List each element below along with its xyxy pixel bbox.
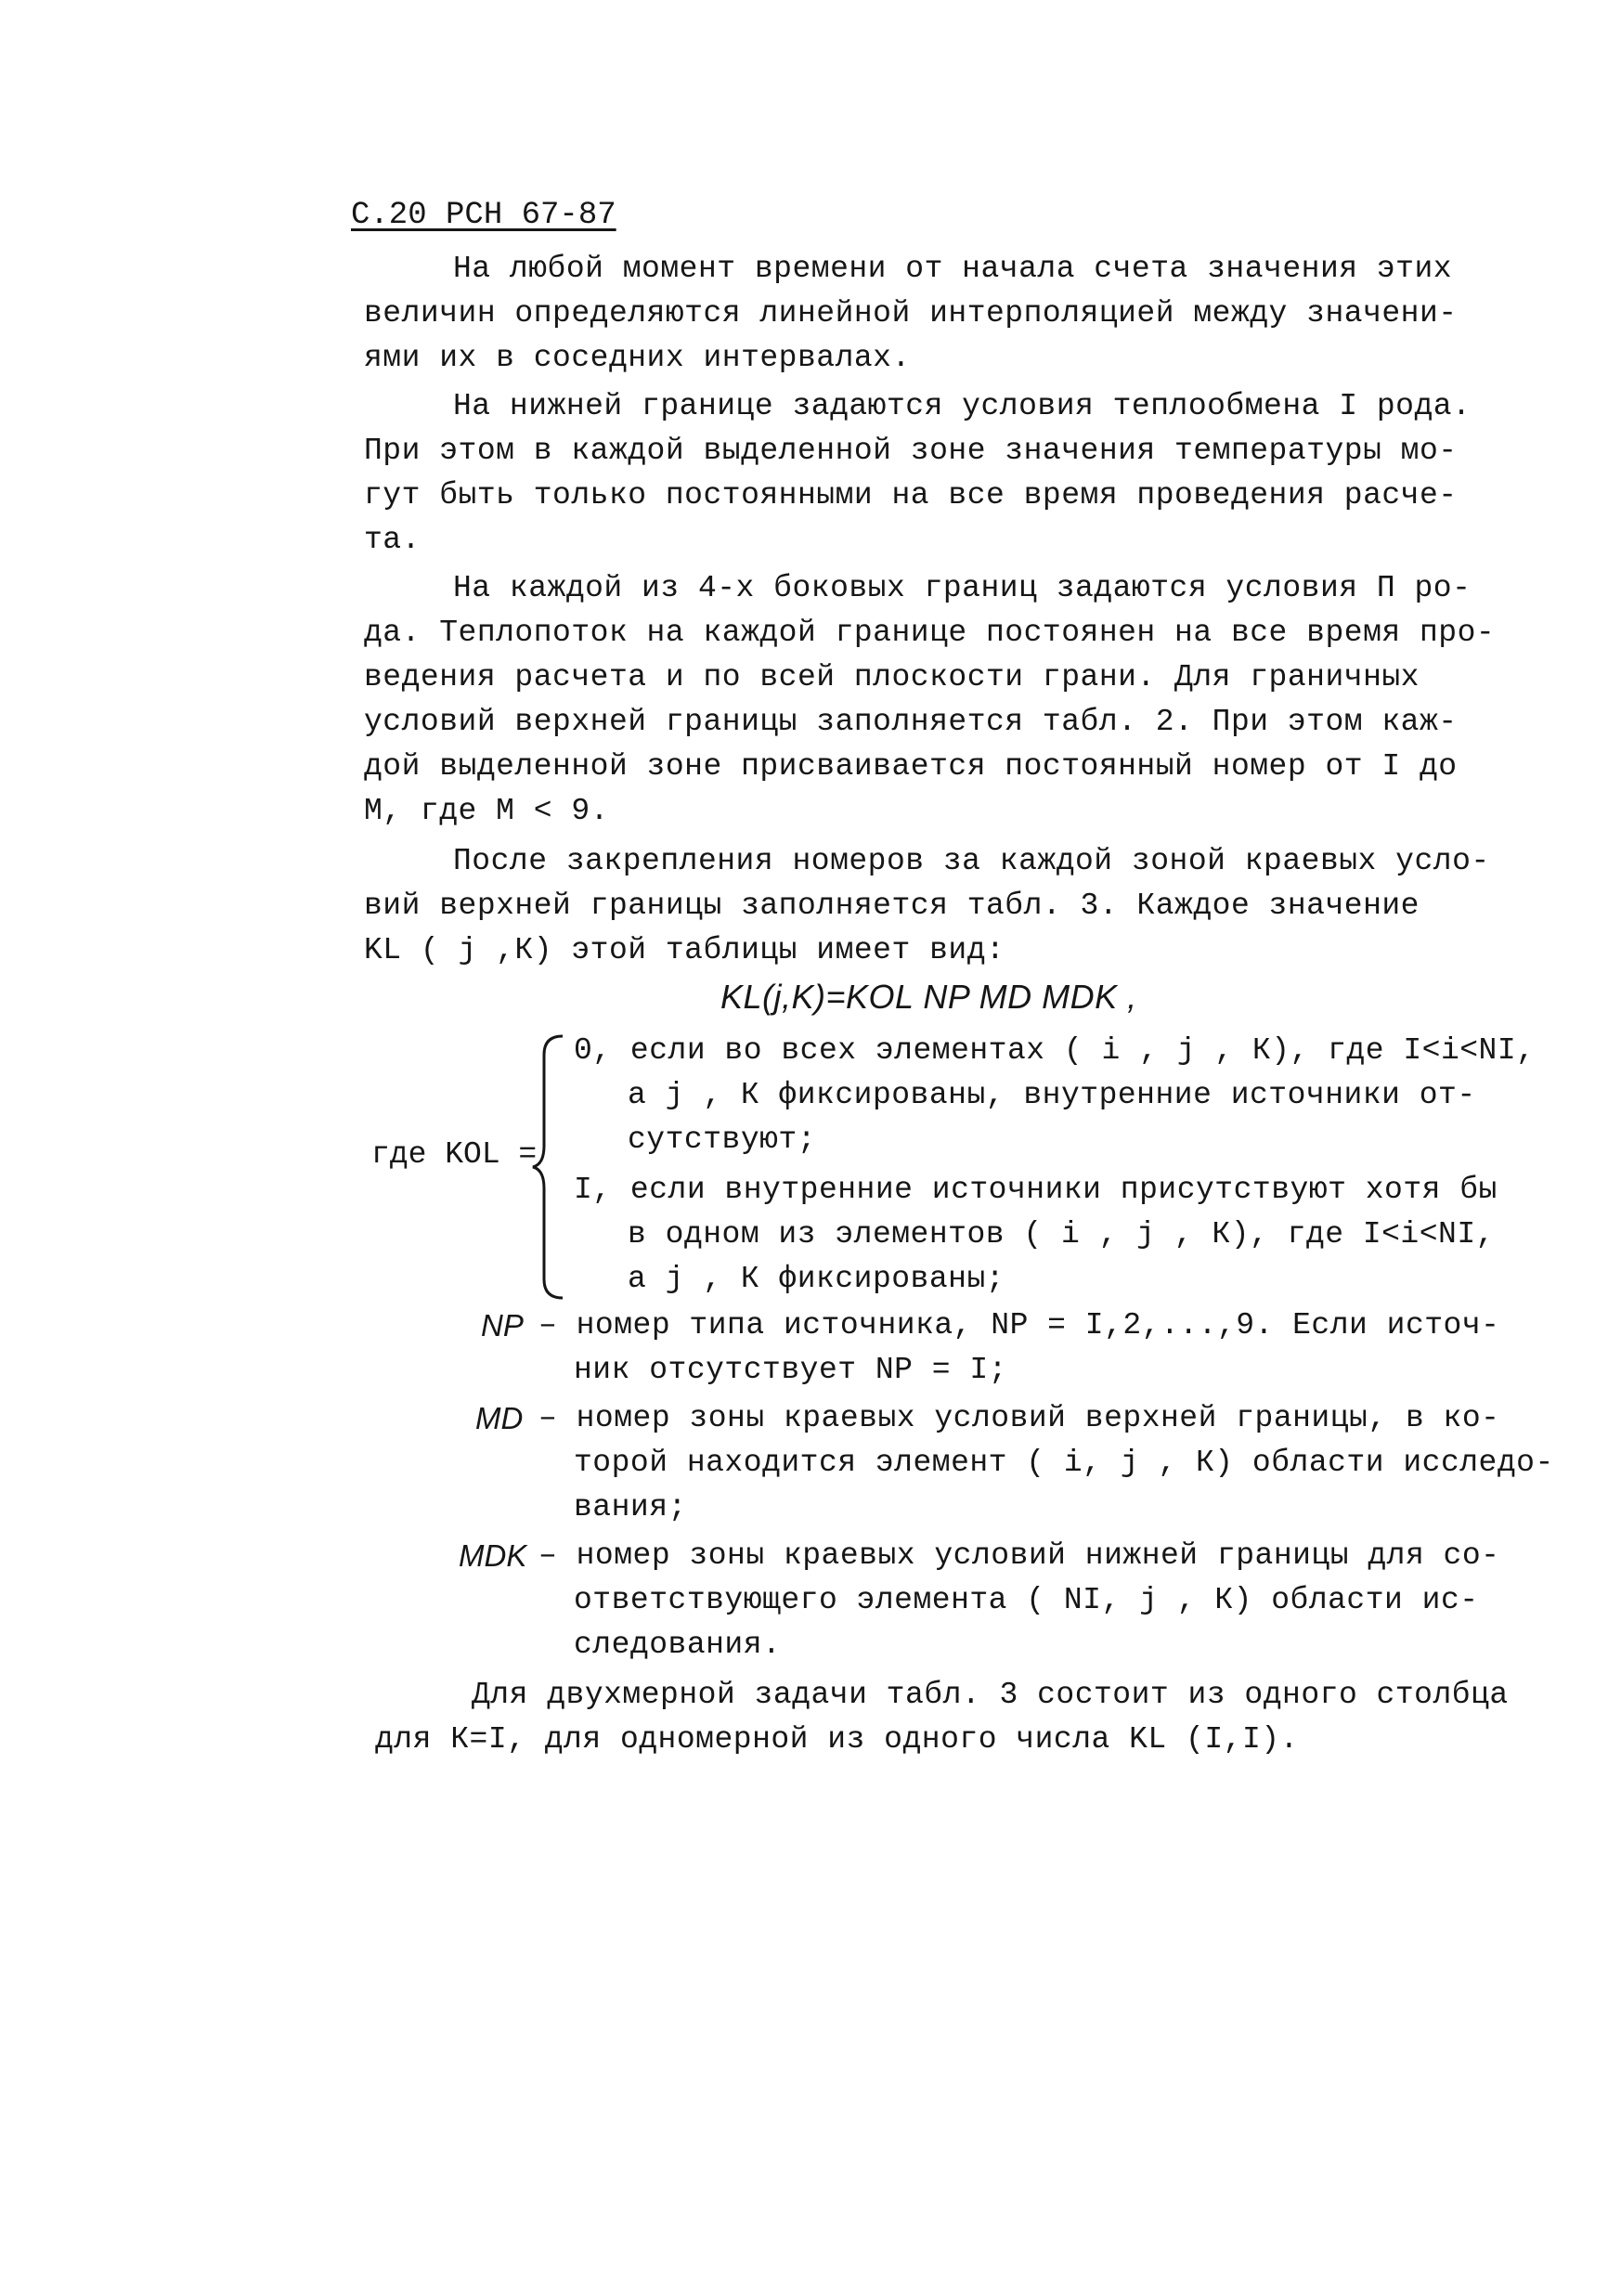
kol-case0-line: 0, если во всех элементах ( i , j , К), где I<i<NI,: [574, 1033, 1536, 1068]
text-line: величин определяются линейной интерполяцией между значени-: [364, 296, 1458, 331]
page-header: С.20 РСН 67-87: [351, 198, 616, 233]
term-md: MD: [475, 1401, 524, 1435]
term-mdk: MDK: [459, 1538, 527, 1573]
text-line: ями их в соседних интервалах.: [364, 341, 911, 375]
text-line: На каждой из 4-х боковых границ задаются условия П ро-: [453, 571, 1472, 605]
kol-case1-line: в одном из элементов ( i , j , К), где I<i<NI,: [628, 1217, 1495, 1252]
text-line: условий верхней границы заполняется табл. 2. При этом каж-: [364, 705, 1458, 739]
text-line: KL ( j ,К) этой таблицы имеет вид:: [364, 933, 1005, 967]
text-line: На нижней границе задаются условия теплообмена I рода.: [453, 389, 1472, 423]
term-np-line: – номер типа источника, NP = I,2,...,9. Если источ-: [538, 1308, 1500, 1343]
text-line: да. Теплопоток на каждой границе постоянен на все время про-: [364, 616, 1496, 650]
term-md-line: вания;: [574, 1490, 687, 1524]
term-np-line: ник отсутствует NP = I;: [574, 1353, 1007, 1387]
term-mdk-line: ответствующего элемента ( NI, j , К) области ис-: [574, 1583, 1479, 1617]
kol-case0-line: а j , К фиксированы, внутренние источники от-: [628, 1078, 1476, 1112]
term-md-line: торой находится элемент ( i, j , К) области исследо-: [574, 1446, 1554, 1480]
text-line: дой выделенной зоне присваивается постоянный номер от I до: [364, 749, 1458, 784]
text-line: для К=I, для одномерной из одного числа KL (I,I).: [375, 1722, 1299, 1757]
kol-case1-line: а j , К фиксированы;: [628, 1262, 1005, 1296]
text-line: M, где M < 9.: [364, 794, 609, 828]
term-np: NP: [481, 1308, 524, 1343]
text-line: После закрепления номеров за каждой зоной краевых усло-: [453, 844, 1490, 878]
text-line: При этом в каждой выделенной зоне значения температуры мо-: [364, 434, 1458, 468]
kol-case0-line: сутствуют;: [628, 1122, 817, 1157]
term-mdk-line: следования.: [574, 1628, 782, 1662]
kol-case1-line: I, если внутренние источники присутствуют хотя бы: [574, 1173, 1498, 1207]
text-line: ведения расчета и по всей плоскости грани. Для граничных: [364, 660, 1420, 694]
term-md-line: – номер зоны краевых условий верхней границы, в ко-: [538, 1401, 1500, 1435]
kol-label: где KOL =: [371, 1137, 538, 1172]
text-line: та.: [364, 523, 421, 557]
curly-brace-icon: [531, 1032, 568, 1302]
text-line: На любой момент времени от начала счета значения этих: [453, 252, 1453, 286]
formula-kl: KL(j,K)=KOL NP MD MDK ,: [720, 978, 1137, 1016]
term-mdk-line: – номер зоны краевых условий нижней границы для со-: [538, 1538, 1500, 1573]
text-line: гут быть только постоянными на все время проведения расче-: [364, 478, 1458, 512]
text-line: вий верхней границы заполняется табл. 3. Каждое значение: [364, 889, 1420, 923]
text-line: Для двухмерной задачи табл. 3 состоит из одного столбца: [472, 1678, 1509, 1712]
